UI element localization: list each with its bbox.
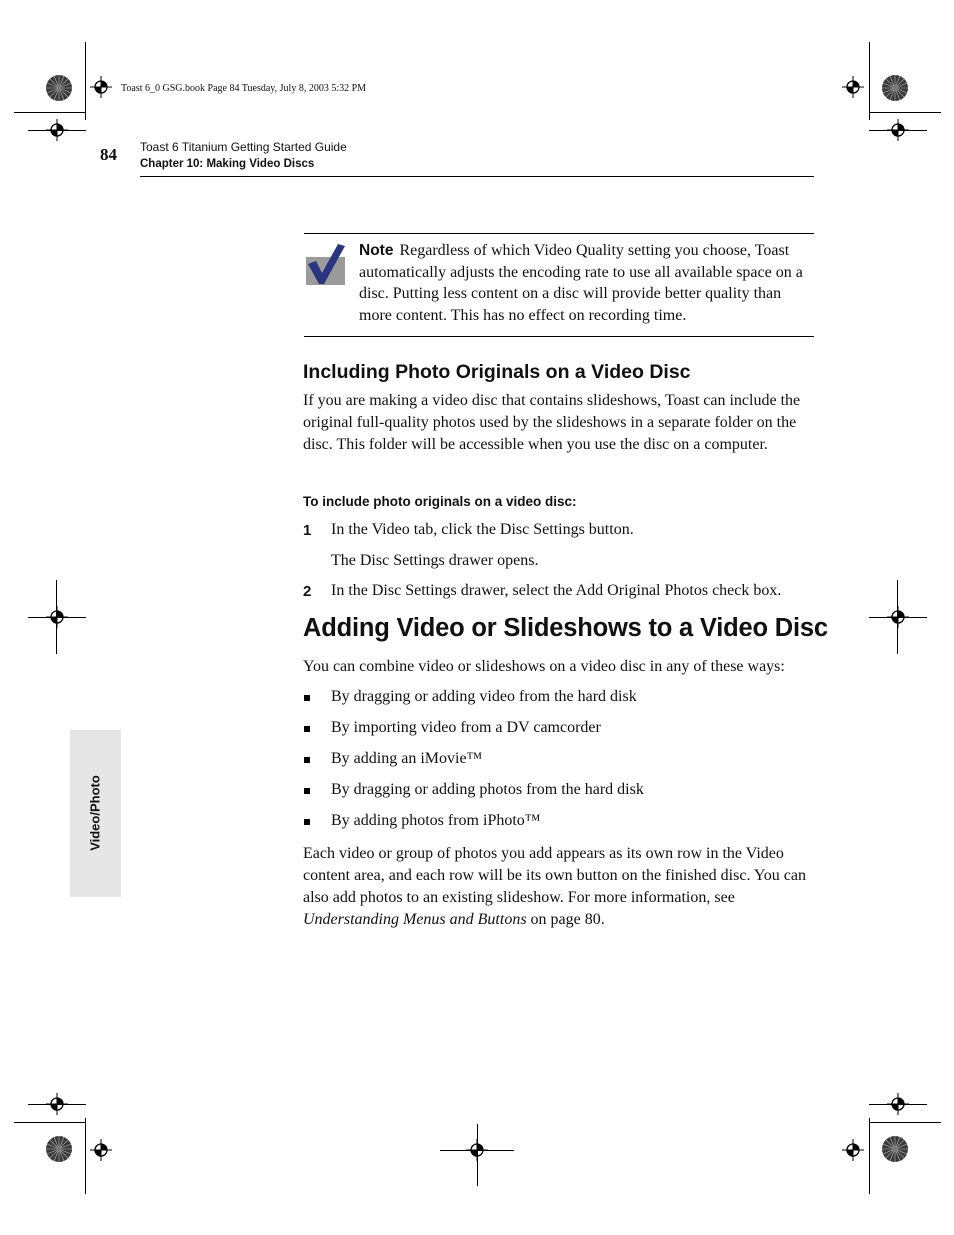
bullet-marker: [304, 788, 310, 794]
crop-mark: [85, 42, 86, 120]
registration-target-icon: [90, 1139, 112, 1161]
crop-mark: [869, 1122, 941, 1123]
section-intro: If you are making a video disc that contains slideshows, Toast can include the original full-quality photos used by the slideshows in a separate folder on the disc. This folder will be accessible when you use the disc on a computer.: [303, 392, 801, 453]
print-slug: Toast 6_0 GSG.book Page 84 Tuesday, July 8, 2003 5:32 PM: [121, 83, 367, 94]
header-divider: [140, 176, 814, 177]
step-text: In the Video tab, click the Disc Settings button.: [331, 521, 634, 538]
step-result: The Disc Settings drawer opens.: [331, 552, 539, 569]
note-text: [359, 240, 815, 327]
bullet-marker: [304, 695, 310, 701]
chapter-title: Chapter 10: Making Video Discs: [140, 158, 315, 170]
closing-paragraph: [303, 843, 815, 931]
crop-mark: [28, 617, 86, 618]
crop-mark: [869, 1118, 870, 1194]
crop-mark: [869, 617, 927, 618]
crop-mark: [477, 1124, 478, 1186]
crop-mark: [14, 112, 86, 113]
color-star-target-icon: [881, 74, 909, 102]
list-item: By importing video from a DV camcorder: [331, 719, 601, 736]
list-item: By adding photos from iPhoto™: [331, 812, 541, 829]
crop-mark: [28, 130, 86, 131]
list-item: By dragging or adding video from the hard disk: [331, 688, 637, 705]
crop-mark: [869, 130, 927, 131]
step-number: 2: [303, 583, 312, 600]
crop-mark: [869, 1104, 927, 1105]
note-body: Regardless of which Video Quality setting you choose, Toast automatically adjusts the encoding rate to use all available space on a disc. Putting less content on a disc will provide better quality than more content. This has no effect on recording time.: [359, 242, 803, 325]
color-star-target-icon: [45, 74, 73, 102]
page-title: Adding Video or Slideshows to a Video Disc: [303, 614, 828, 642]
section-heading: Including Photo Originals on a Video Disc: [303, 361, 691, 383]
crop-mark: [869, 112, 941, 113]
step-number: 1: [303, 522, 312, 539]
bullet-marker: [304, 757, 310, 763]
closing-text: Each video or group of photos you add appears as its own row in the Video content area, and each row will be its own button on the finished disc. You can also add photos to an existing slideshow. For more information, see: [303, 845, 806, 906]
bullet-marker: [304, 819, 310, 825]
closing-tail: on page 80.: [526, 911, 605, 928]
list-item: By dragging or adding photos from the hard disk: [331, 781, 644, 798]
color-star-target-icon: [881, 1135, 909, 1163]
bullet-marker: [304, 726, 310, 732]
checkmark-icon: [305, 242, 347, 286]
side-tab-label: Video/Photo: [87, 775, 103, 851]
cross-reference-link[interactable]: Understanding Menus and Buttons: [303, 911, 527, 928]
registration-target-icon: [842, 76, 864, 98]
note-label: Note: [359, 242, 394, 259]
list-item: By adding an iMovie™: [331, 750, 483, 767]
procedure-heading: To include photo originals on a video disc:: [303, 494, 577, 509]
step-text: In the Disc Settings drawer, select the Add Original Photos check box.: [331, 582, 782, 599]
registration-target-icon: [90, 76, 112, 98]
crop-mark: [14, 1122, 86, 1123]
book-title: Toast 6 Titanium Getting Started Guide: [140, 140, 347, 154]
crop-mark: [85, 1118, 86, 1194]
page-number: 84: [100, 145, 117, 164]
color-star-target-icon: [45, 1135, 73, 1163]
crop-mark: [28, 1104, 86, 1105]
registration-target-icon: [842, 1139, 864, 1161]
crop-mark: [869, 42, 870, 120]
section-intro: You can combine video or slideshows on a video disc in any of these ways:: [303, 658, 785, 675]
